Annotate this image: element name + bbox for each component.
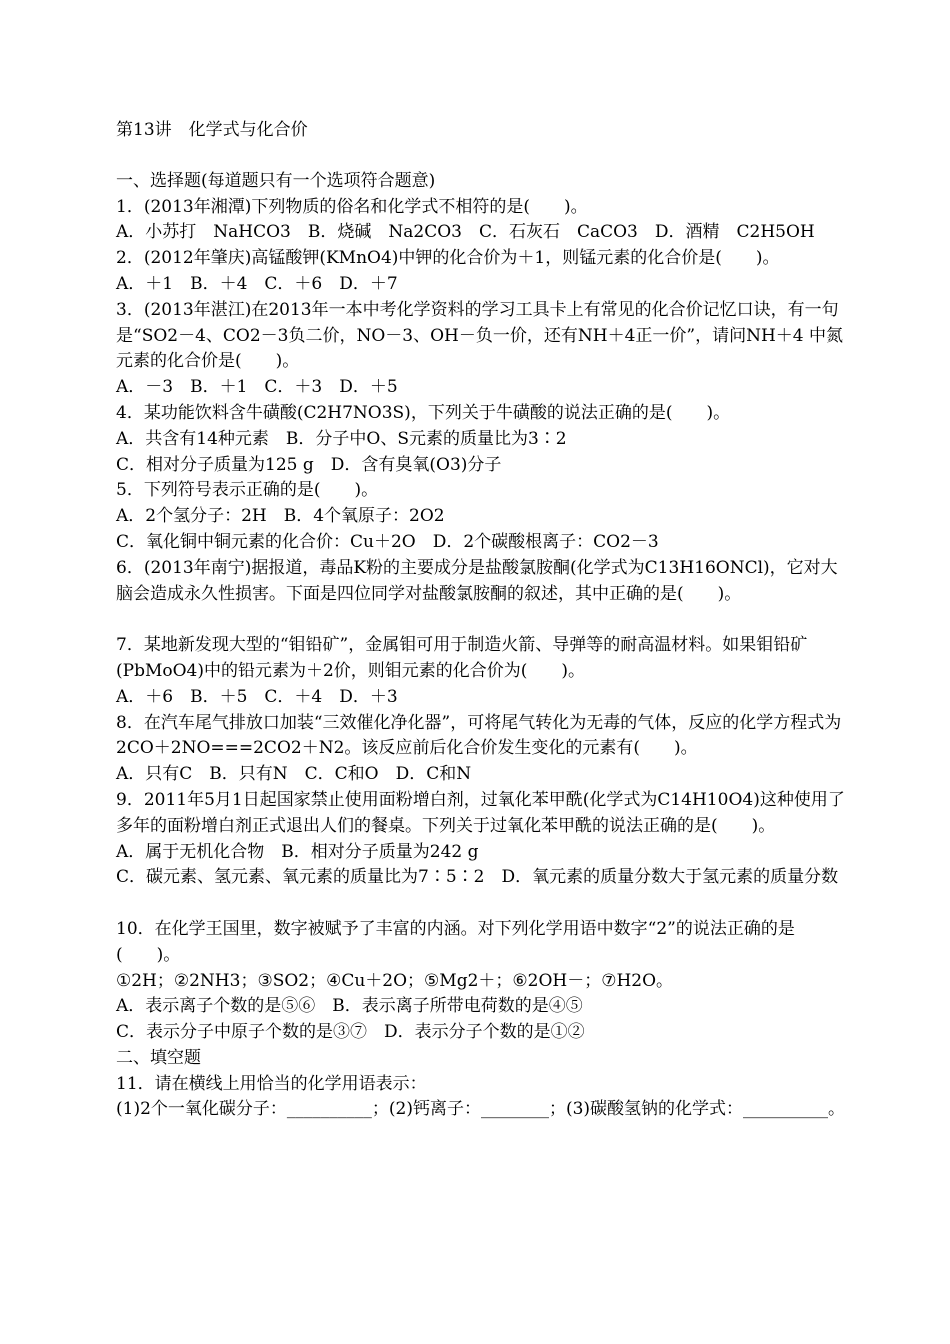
blank-line xyxy=(116,891,846,917)
question-5-options-cd: C．氧化铜中铜元素的化合价：Cu＋2O D．2个碳酸根离子：CO2－3 xyxy=(116,531,659,552)
question-11: 11．请在横线上用恰当的化学用语表示： xyxy=(116,1073,427,1094)
question-1-options: A．小苏打 NaHCO3 B．烧碱 Na2CO3 C．石灰石 CaCO3 D．酒精 C2H5OH xyxy=(116,222,815,243)
question-3: 3．(2013年湛江)在2013年一本中考化学资料的学习工具卡上有常见的化合价记忆口诀，有一句是“SO2－4、CO2－3负二价，NO－3、OH－负一价，还有NH＋4正一价”，请问NH＋4 中氮元素的化合价是( )。 xyxy=(116,299,843,372)
section-heading-choice: 一、选择题(每道题只有一个选项符合题意) xyxy=(116,170,436,191)
question-7: 7．某地新发现大型的“钼铅矿”，金属钼可用于制造火箭、导弹等的耐高温材料。如果钼铅矿(PbMoO4)中的铅元素为＋2价，则钼元素的化合价为( )。 xyxy=(116,635,808,681)
page-title: 第13讲 化学式与化合价 xyxy=(116,120,308,140)
question-10-symbols: ①2H；②2NH3；③SO2；④Cu＋2O；⑤Mg2＋；⑥2OH－；⑦H2O。 xyxy=(116,970,674,991)
question-3-options: A．－3 B．＋1 C．＋3 D．＋5 xyxy=(116,377,398,398)
question-9: 9．2011年5月1日起国家禁止使用面粉增白剂，过氧化苯甲酰(化学式为C14H10O4)这种使用了多年的面粉增白剂正式退出人们的餐桌。下列关于过氧化苯甲酰的说法正确的是( )。 xyxy=(116,789,845,836)
question-9-options-cd: C．碳元素、氢元素、氧元素的质量比为7∶5∶2 D．氧元素的质量分数大于氢元素的质量分数 xyxy=(116,867,839,888)
question-5-options-ab: A．2个氢分子：2H B．4个氧原子：2O2 xyxy=(116,506,445,527)
question-4-options-cd: C．相对分子质量为125 g D．含有臭氧(O3)分子 xyxy=(116,454,502,475)
question-4-options-ab: A．共含有14种元素 B．分子中O、S元素的质量比为3∶2 xyxy=(116,428,567,449)
question-5: 5．下列符号表示正确的是( )。 xyxy=(116,480,379,501)
question-4: 4．某功能饮料含牛磺酸(C2H7NO3S)，下列关于牛磺酸的说法正确的是( )。 xyxy=(116,402,731,423)
question-2: 2．(2012年肇庆)高锰酸钾(KMnO4)中钾的化合价为＋1，则锰元素的化合价是( )。 xyxy=(116,248,780,269)
question-8: 8．在汽车尾气排放口加装“三效催化净化器”，可将尾气转化为无毒的气体，反应的化学方程式为2CO＋2NO===2CO2＋N2。该反应前后化合价发生变化的元素有( )。 xyxy=(116,712,842,759)
blank-line xyxy=(116,607,846,633)
question-10-options-cd: C．表示分子中原子个数的是③⑦ D．表示分子个数的是①② xyxy=(116,1022,585,1043)
question-7-options: A．＋6 B．＋5 C．＋4 D．＋3 xyxy=(116,686,398,707)
section-heading-fill: 二、填空题 xyxy=(116,1047,201,1068)
question-10-options-ab: A．表示离子个数的是⑤⑥ B．表示离子所带电荷数的是④⑤ xyxy=(116,996,583,1017)
question-9-options-ab: A．属于无机化合物 B．相对分子质量为242 g xyxy=(116,841,479,862)
question-2-options: A．＋1 B．＋4 C．＋6 D．＋7 xyxy=(116,273,398,294)
question-10: 10．在化学王国里，数字被赋予了丰富的内涵。对下列化学用语中数字“2”的说法正确的是( )。 xyxy=(116,918,795,965)
question-1: 1．(2013年湘潭)下列物质的俗名和化学式不相符的是( )。 xyxy=(116,196,588,217)
document-content xyxy=(116,118,846,1123)
question-8-options: A．只有C B．只有N C．C和O D．C和N xyxy=(116,764,472,785)
question-11-blanks: (1)2个一氧化碳分子：__________；(2)钙离子：________；(3)碳酸氢钠的化学式：__________。 xyxy=(116,1099,846,1120)
question-6: 6．(2013年南宁)据报道，毒品K粉的主要成分是盐酸氯胺酮(化学式为C13H16ONCl)，它对大脑会造成永久性损害。下面是四位同学对盐酸氯胺酮的叙述，其中正确的是( )。 xyxy=(116,557,838,604)
